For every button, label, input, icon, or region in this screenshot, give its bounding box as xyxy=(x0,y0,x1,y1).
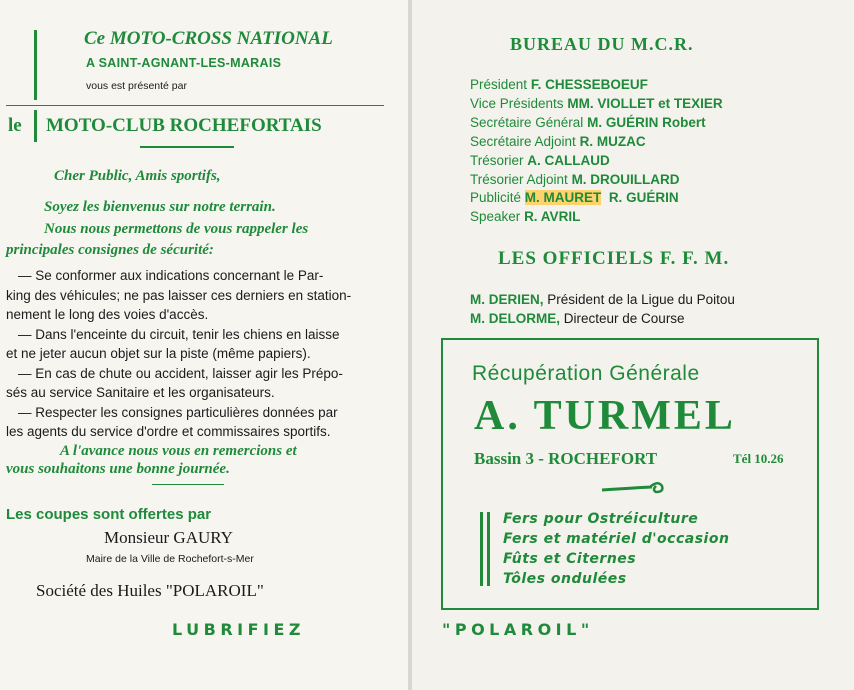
officer-role: Président xyxy=(470,77,528,92)
officer-row xyxy=(470,115,706,130)
officer-name: MM. VIOLLET et TEXIER xyxy=(567,96,723,111)
greeting: Cher Public, Amis sportifs, xyxy=(54,168,221,184)
rule-line: — Se conformer aux indications concernant le Par- xyxy=(18,268,324,283)
club-prefix: le xyxy=(8,115,22,136)
rule-line: sés au service Sanitaire et les organisateurs. xyxy=(6,385,275,400)
advert-item: Fers pour Ostréiculture xyxy=(503,511,699,527)
advert-item: Fûts et Citernes xyxy=(503,551,637,567)
club-bar xyxy=(34,110,37,142)
sponsor-name: Société des Huiles "POLAROIL" xyxy=(36,581,264,600)
officer-row xyxy=(470,77,648,92)
officer-role: Vice Présidents xyxy=(470,96,564,111)
official-name: M. DERIEN, xyxy=(470,292,544,307)
official-row xyxy=(470,292,735,307)
officer-name: F. CHESSEBOEUF xyxy=(530,77,648,92)
advert-item: Fers et matériel d'occasion xyxy=(503,531,730,547)
donor-title: Maire de la Ville de Rochefort-s-Mer xyxy=(86,553,254,565)
officer-row xyxy=(470,96,723,111)
separator-rule xyxy=(152,484,224,485)
advert-item: Tôles ondulées xyxy=(503,571,627,587)
officer-role: Secrétaire Adjoint xyxy=(470,134,576,149)
officials-title: LES OFFICIELS F. F. M. xyxy=(498,248,730,269)
officer-name: M. GUÉRIN Robert xyxy=(587,115,706,130)
header-line-2: A SAINT-AGNANT-LES-MARAIS xyxy=(86,56,282,70)
advert-bar-2 xyxy=(487,512,490,586)
officer-row xyxy=(470,172,680,187)
header-bar xyxy=(34,30,37,100)
officer-name-highlighted: M. MAURET xyxy=(524,190,602,205)
officer-row xyxy=(470,190,679,205)
advert-swoosh xyxy=(600,478,670,498)
officer-role: Secrétaire Général xyxy=(470,115,584,130)
officer-row xyxy=(470,134,646,149)
officer-name: R. AVRIL xyxy=(524,209,581,224)
rule-line: — Respecter les consignes particulières données par xyxy=(18,405,338,420)
intro-line: principales consignes de sécurité: xyxy=(6,242,214,258)
official-role: Président de la Ligue du Poitou xyxy=(547,292,735,307)
officer-name: M. DROUILLARD xyxy=(571,172,680,187)
advert-bar-1 xyxy=(480,512,483,586)
rule-line: king des véhicules; ne pas laisser ces derniers en station- xyxy=(6,288,352,303)
header-line-1: Ce MOTO-CROSS NATIONAL xyxy=(84,28,333,49)
officer-role: Publicité xyxy=(470,190,522,205)
rule-line: et ne jeter aucun objet sur la piste (même papiers). xyxy=(6,346,311,361)
officer-role: Trésorier xyxy=(470,153,524,168)
intro-line: Soyez les bienvenus sur notre terrain. xyxy=(44,199,276,215)
rule-line: nement le long des voies d'accès. xyxy=(6,307,209,322)
club-underline xyxy=(140,146,234,148)
rule-line: — Dans l'enceinte du circuit, tenir les chiens en laisse xyxy=(18,327,340,342)
officer-role: Trésorier Adjoint xyxy=(470,172,568,187)
officer-name: R. MUZAC xyxy=(579,134,646,149)
left-slogan: LUBRIFIEZ xyxy=(172,620,305,639)
donor-name: Monsieur GAURY xyxy=(104,528,233,547)
advert-phone: Tél 10.26 xyxy=(733,451,784,466)
presented-by: vous est présenté par xyxy=(86,80,187,92)
header-rule xyxy=(6,105,384,106)
advert-company: A. TURMEL xyxy=(474,393,736,439)
closing-line: vous souhaitons une bonne journée. xyxy=(6,461,230,477)
officer-role: Speaker xyxy=(470,209,521,224)
intro-line: Nous nous permettons de vous rappeler les xyxy=(44,221,309,237)
official-row xyxy=(470,311,685,326)
official-role: Directeur de Course xyxy=(563,311,685,326)
rule-line: — En cas de chute ou accident, laisser agir les Prépo- xyxy=(18,366,343,381)
advert-headline: Récupération Générale xyxy=(472,362,700,385)
officer-name: R. GUÉRIN xyxy=(608,190,679,205)
official-name: M. DELORME, xyxy=(470,311,560,326)
bureau-title: BUREAU DU M.C.R. xyxy=(510,34,694,54)
closing-line: A l'avance nous vous en remercions et xyxy=(60,443,297,459)
left-page xyxy=(0,0,408,690)
rule-line: les agents du service d'ordre et commissaires sportifs. xyxy=(6,424,331,439)
officer-row xyxy=(470,209,580,224)
officer-name: A. CALLAUD xyxy=(527,153,610,168)
advert-address: Bassin 3 - ROCHEFORT xyxy=(474,449,658,468)
right-slogan: "POLAROIL" xyxy=(442,620,594,639)
cups-text: Les coupes sont offertes par xyxy=(6,506,212,523)
officer-row xyxy=(470,153,610,168)
club-name: MOTO-CLUB ROCHEFORTAIS xyxy=(46,115,322,136)
